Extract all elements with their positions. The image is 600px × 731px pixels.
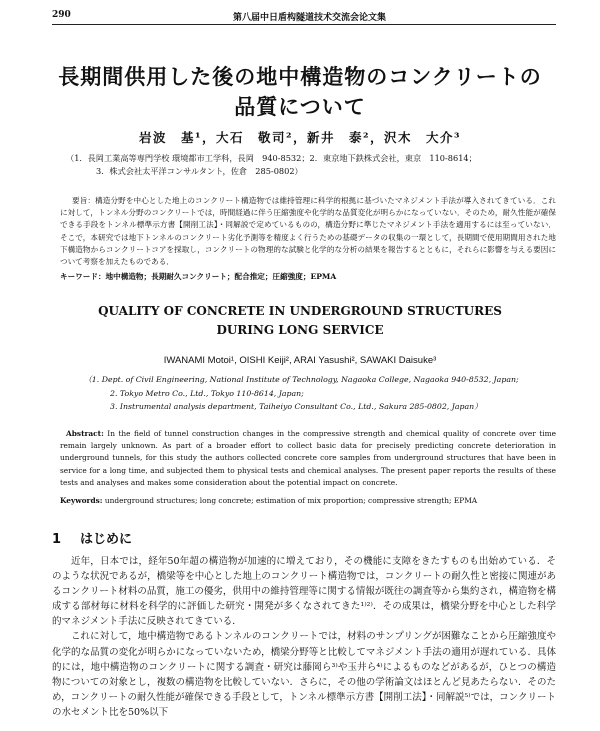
title-japanese-line1: 長期間供用した後の地中構造物のコンクリートの [58,64,542,89]
title-japanese [40,62,560,122]
affiliation-en-line: 3. Instrumental analysis department, Taiheiyo Consultant Co., Ltd., Sakura 285-0802, Japan） [110,402,482,411]
keywords-english-text: underground structures; long concrete; estimation of mix proportion; compressive strength; EPMA [102,496,478,505]
keywords-label: Keywords: [60,496,103,505]
title-english-line1: QUALITY OF CONCRETE IN UNDERGROUND STRUCTURES [98,304,502,318]
authors-japanese: 岩波 基¹，大石 敬司²，新井 泰²，沢木 大介³ [139,130,461,145]
section-title: はじめに [80,532,133,547]
body-text [52,554,556,720]
authors-english: IWANAMI Motoi¹, OISHI Keiji², ARAI Yasushi², SAWAKI Daisuke³ [163,355,437,366]
paragraph: 近年，日本では，経年50年超の構造物が加速的に増えており，その機能に支障をきたすものも出始めている．そのような状況であるが，橋梁等を中心とした地上のコンクリート構造物では，コンクリートの耐久性と密接に関連があるコンクリート材料の品質，施工の優劣，供用中の維持管理等に関する情報が既往の調査等から集約され，構造物を構成する部材毎に材料を科学的に評価した研究・開発が多くなされてきた¹⁾²⁾．その成果は，橋梁分野を中心とした科学的マネジメント手法に反映されてきている． [52,556,556,628]
keywords-english [60,496,556,505]
section-heading [52,528,132,547]
affiliation-ja-line: （1．長岡工業高等専門学校 環境都市工学科，長岡 940-8532；2．東京地下鉄株式会社，東京 110-8614； [66,153,477,163]
affiliation-en-line: 2. Tokyo Metro Co., Ltd., Tokyo 110-8614, Japan; [110,388,304,398]
keywords-japanese: キーワード：地中構造物；長期耐久コンクリート；配合推定；圧縮強度；EPMA [60,272,337,281]
running-header [52,10,556,25]
affiliations-english [84,373,560,414]
affiliations-japanese [66,152,560,178]
section-number: 1 [52,532,62,547]
affiliation-ja-line: 3．株式会社太平洋コンサルタント，佐倉 285-0802） [96,166,303,176]
paragraph: これに対して，地中構造物であるトンネルのコンクリートでは，材料のサンプリングが困難なことから圧縮強度や化学的な品質の変化が明らかになっていないため，橋梁分野等と比較してマネジメント手法の適用が遅れている．具体的には，地中構造物のコンクリートに関する調査・研究は藤岡ら³⁾や玉井ら⁴⁾によるものなどがあるが，ひとつの構造物についての対象とし，複数の構造物を比較していない．さらに，その他の学術論文はほとんど見あたらない．そのため，コンクリートの耐久性能が確保できる手段として，トンネル標準示方書【開削工法】・同解説⁵⁾では，コンクリートの水セメント比を50%以下 [52,631,556,718]
abstract-japanese: 要旨：構造分野を中心とした地上のコンクリート構造物では維持管理に科学的根拠に基づいたマネジメント手法が導入されてきている．これに対して，トンネル分野のコンクリートでは，時間経過に伴う圧縮強度や化学的な品質変化が明らかになっていない．そのため，耐久性能が確保できる手段をトンネル標準示方書【開削工法】・同解説で定めているものの，構造分野に準じたマネジメント手法を適用するには至っていない．そこで，本研究では地下トンネルのコンクリート劣化予測等を精度よく行うための基礎データの収集の一環として，長期間で使用期間用された地下構造物からコンクリートコアを採取し，コンクリートの物理的な試験と化学的な分析の結果を報告するとともに，それらに影響を与える要因について考察を加えたものである． [60,196,556,267]
abstract-english-text: In the field of tunnel construction changes in the compressive strength and chemical quality of concrete over time remain largely unknown. As part of a broader effort to collect basic data for precisely predicting concrete deterioration in underground tunnels, for this study the authors collected concrete core samples from underground structures that have been in service for a long time, and subjected them to physical tests and chemical analyses. The present paper reports the results of these tests and analyses and makes some consideration about the potential impact on concrete. [60,429,556,487]
journal-title: 第八届中日盾构隧道技术交流会论文集 [233,13,387,23]
abstract-english [60,428,556,489]
abstract-label: Abstract: [66,429,104,438]
title-english-line2: DURING LONG SERVICE [216,323,384,337]
title-japanese-line2: 品質について [234,94,366,119]
page-number: 290 [52,10,71,20]
title-english [40,302,560,340]
affiliation-en-line: （1. Dept. of Civil Engineering, National Institute of Technology, Nagaoka College, Nagaoka 940-8532, Japan; [84,375,519,384]
